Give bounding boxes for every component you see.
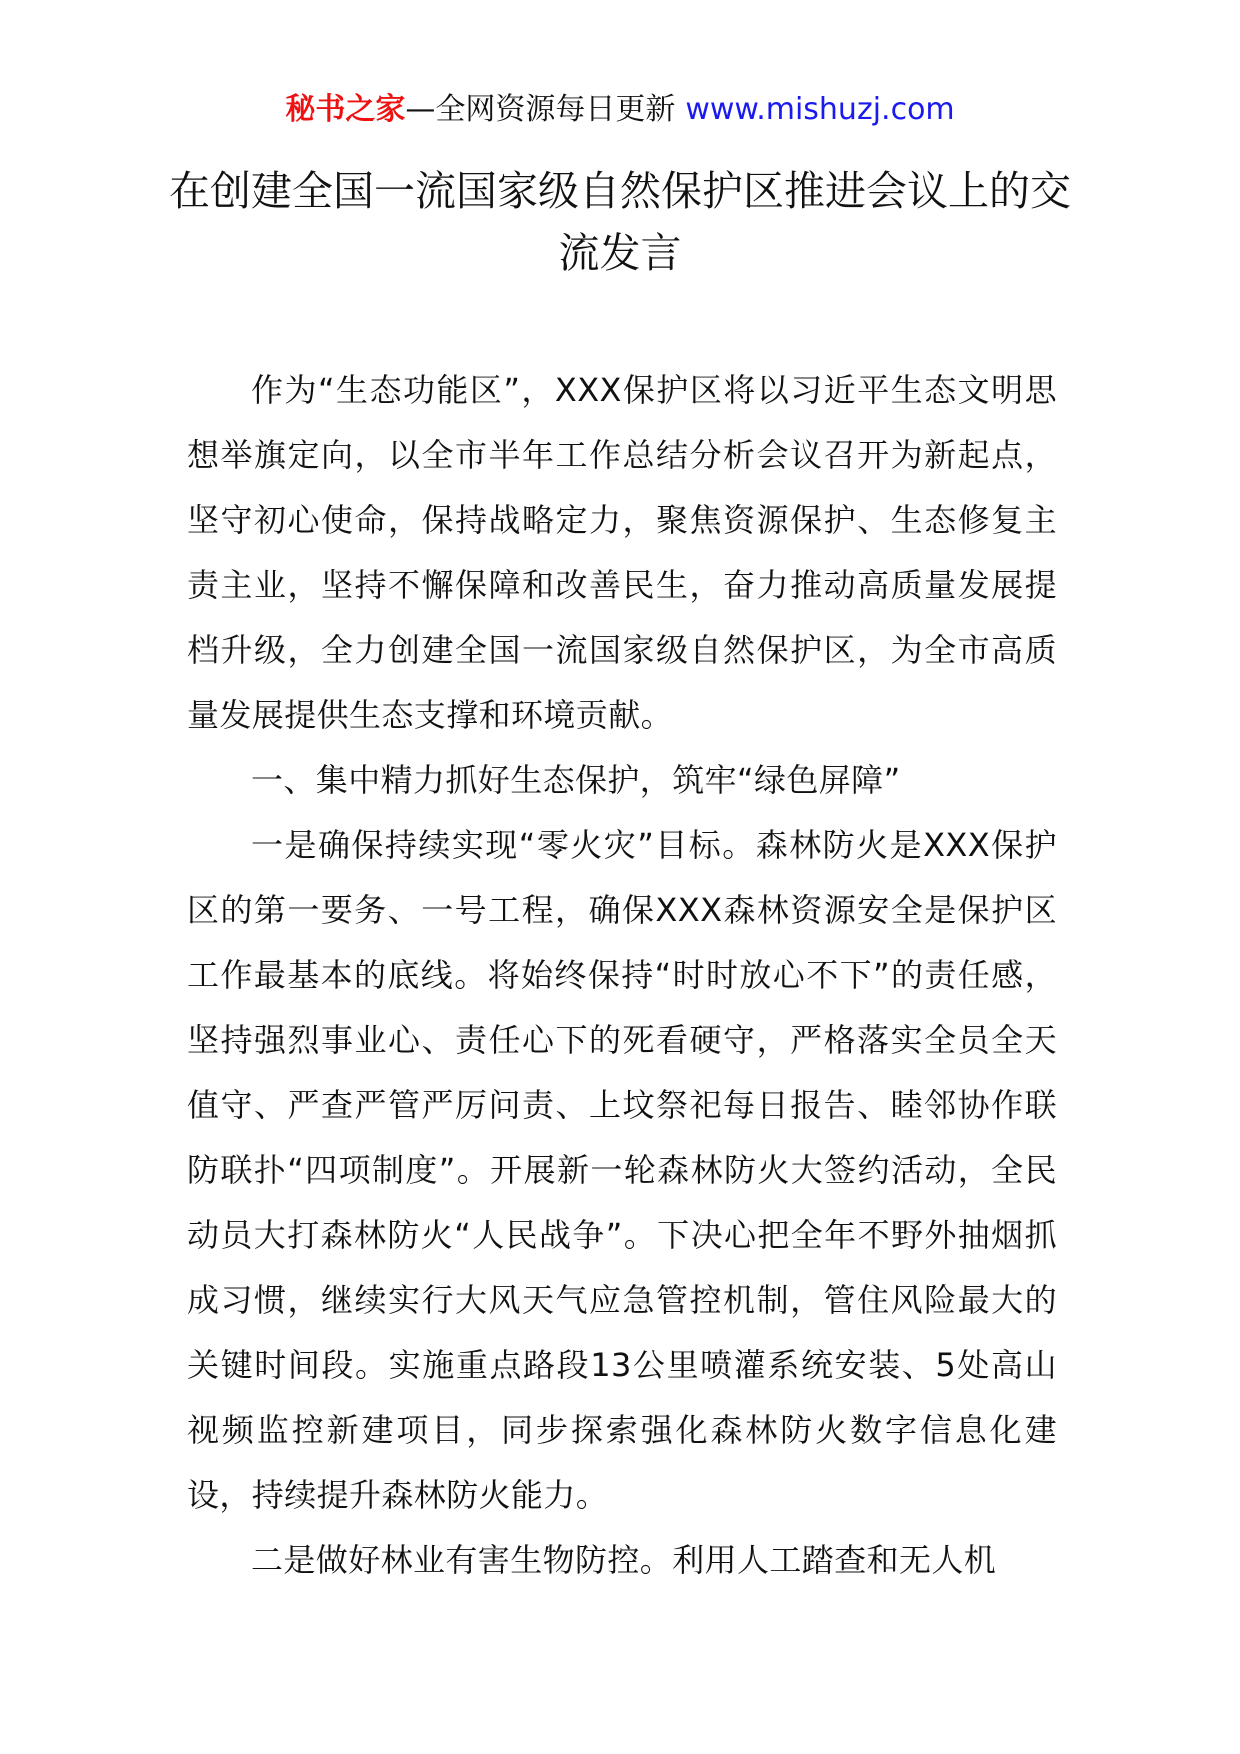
- site-header: [0, 88, 1240, 132]
- document-body: [187, 358, 1057, 1593]
- section-heading-1: 一、集中精力抓好生态保护，筑牢“绿色屏障”: [251, 761, 901, 799]
- paragraph-fire-prevention: 一是确保持续实现“零火灾”目标。森林防火是XXX保护区的第一要务、一号工程，确保XXX森林资源安全是保护区工作最基本的底线。将始终保持“时时放心不下”的责任感，坚持强烈事业心、责任心下的死看硬守，严格落实全员全天值守、严查严管严厉问责、上坟祭祀每日报告、睦邻协作联防联扑“四项制度”。开展新一轮森林防火大签约活动，全民动员大打森林防火“人民战争”。下决心把全年不野外抽烟抓成习惯，继续实行大风天气应急管控机制，管住风险最大的关键时间段。实施重点路段13公里喷灌系统安装、5处高山视频监控新建项目，同步探索强化森林防火数字信息化建设，持续提升森林防火能力。: [187, 826, 1057, 1514]
- paragraph-pest-control: 二是做好林业有害生物防控。利用人工踏查和无人机: [251, 1541, 997, 1579]
- header-slogan: —全网资源每日更新: [405, 92, 676, 127]
- site-url-link[interactable]: www.mishuzj.com: [685, 92, 955, 127]
- brand-name: 秘书之家: [285, 92, 406, 127]
- paragraph-intro: 作为“生态功能区”，XXX保护区将以习近平生态文明思想举旗定向，以全市半年工作总结分析会议召开为新起点，坚守初心使命，保持战略定力，聚焦资源保护、生态修复主责主业，坚持不懈保障和改善民生，奋力推动高质量发展提档升级，全力创建全国一流国家级自然保护区，为全市高质量发展提供生态支撑和环境贡献。: [187, 371, 1057, 734]
- document-title: 在创建全国一流国家级自然保护区推进会议上的交流发言: [169, 167, 1071, 277]
